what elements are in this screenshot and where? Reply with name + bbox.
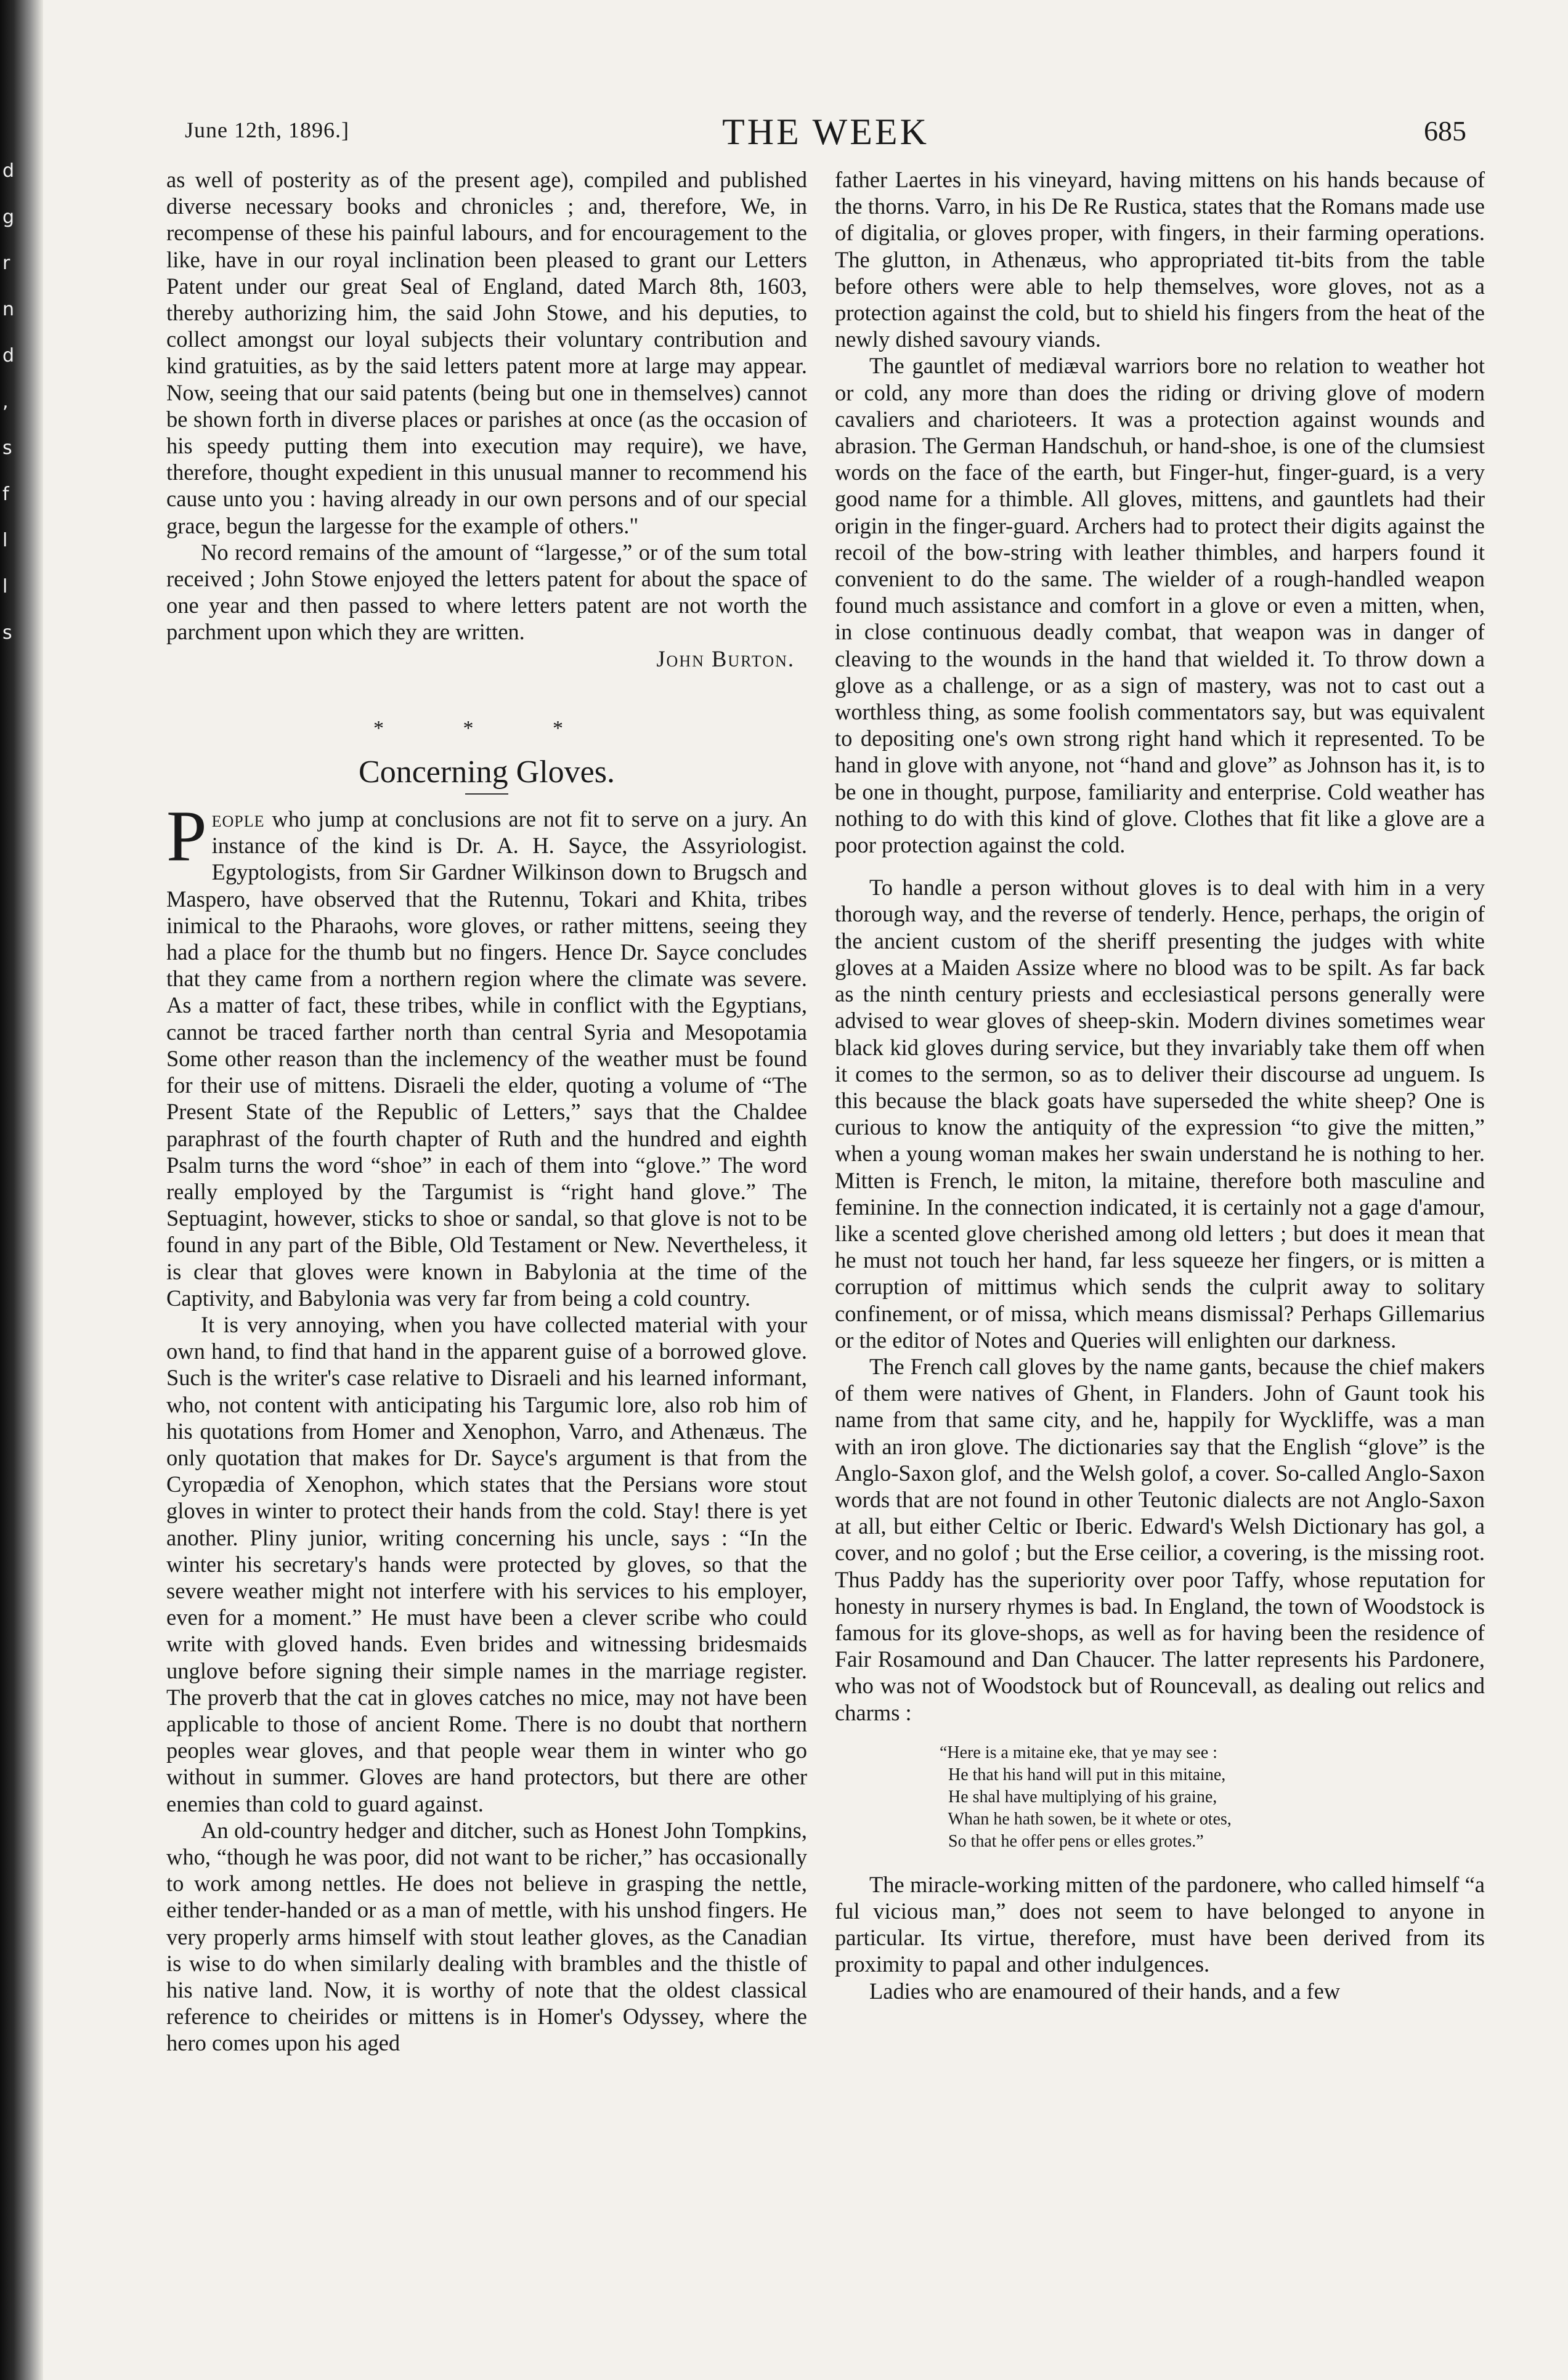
continued-letter-paragraph: as well of posterity as of the present age), compiled and published diverse necessary books and chronicles ; and, therefore, We, in recompense of these his painful labours, and for encouragement to the like, have in our royal inclination been pleased to grant our Letters Patent under our great Seal of England, dated March 8th, 1603, thereby authorizing him, the said John Stowe, and his deputies, to collect amongst our loyal subjects their voluntary contribution and kind gratuities, as by the said letters patent more at large may appear. Now, seeing that our said patents (being but one in themselves) cannot be shown forth in diverse places or parishes at once (as the occasion of his speedy putting them into execution may require), we have, therefore, thought expedient in this unusual manner to recommend his cause unto you : having already in our own persons and of our special grace, begun the largesse for the example of others." [166, 167, 807, 538]
page-number: 685 [1424, 115, 1466, 147]
publication-title: THE WEEK [722, 111, 929, 152]
verse-line: He that his hand will put in this mitaine, [940, 1765, 1226, 1784]
section-separator: * * * [373, 716, 600, 740]
binding-mark: f [2, 484, 9, 505]
binding-mark: l [2, 576, 8, 597]
article-paragraph-4: father Laertes in his vineyard, having mittens on his hands because of the thorns. Varro, in his De Re Rustica, states that the Romans made use of digitalia, or gloves proper, with fingers, in their farming operations. The glutton, in Athenæus, who appropriated tit-bits from the table before others were able to help themselves, wore gloves, not as a protection against the cold, but to shield his fingers from the heat of the newly dished savoury viands. [835, 167, 1485, 352]
binding-mark: d [2, 345, 15, 366]
binding-mark: s [2, 437, 12, 459]
binding-mark: g [2, 206, 15, 228]
binding-mark: l [2, 530, 8, 551]
article-paragraph-1 [166, 796, 807, 1311]
binding-mark: s [2, 622, 12, 644]
chaucer-verse-quote [940, 1742, 1485, 1853]
article-paragraph-2: It is very annoying, when you have collected material with your own hand, to find that hand in the apparent guise of a borrowed glove. Such is the writer's case relative to Disraeli and his learned informant, who, not content with anticipating his Targumic lore, also rob him of his quotations from Homer and Xenophon, Varro, and Athenæus. The only quotation that makes for Dr. Sayce's argument is that from the Cyropædia of Xenophon, which states that the Persians wore stout gloves in winter to protect their hands from the cold. Stay! there is yet another. Pliny junior, writing concerning his uncle, says : “In the winter his secretary's hands were protected by gloves, so that the severe weather might not interfere with his services to his employer, even for a moment.” He must have been a clever scribe who could write with gloved hands. Even brides and witnessing bridesmaids unglove before signing their simple names in the marriage register. The proverb that the cat in gloves catches no mice, may not have been applicable to those of ancient Rome. There is no doubt that northern peoples wear gloves, and that people wear them in winter who go without in summer. Gloves are hand protectors, but there are other enemies than cold to guard against. [166, 1311, 807, 1816]
left-column [166, 166, 807, 2057]
binding-mark: , [2, 391, 9, 413]
binding-mark: d [2, 160, 15, 182]
verse-line: “Here is a mitaine eke, that ye may see : [940, 1742, 1217, 1762]
right-column [835, 166, 1485, 2004]
verse-line: He shal have multiplying of his graine, [940, 1787, 1217, 1807]
binding-mark: r [2, 253, 10, 274]
binding-mark: n [2, 299, 15, 320]
drop-cap: P [166, 796, 207, 877]
author-signature: John Burton. [656, 646, 795, 671]
paragraph-1-text: who jump at conclusions are not fit to serve on a jury. An instance of the kind is Dr. A. H. Sayce, the Assyriologist. Egyptologists, from Sir Gardner Wilkinson down to Brugsch and Maspero, have observed that the Rutennu, Tokari and Khita, tribes inimical to the Pharaohs, wore gloves, or rather mittens, seeing they had a place for the thumb but no fingers. Hence Dr. Sayce concludes that they came from a northern region where the climate was severe. As a matter of fact, these tribes, while in conflict with the Egyptians, cannot be traced farther north than central Syria and Mesopotamia Some other reason than the inclemency of the weather must be found for their use of mittens. Disraeli the elder, quoting a volume of “The Present State of the Republic of Letters,” says that the Chaldee paraphrast of the fourth chapter of Ruth and the hundred and eighth Psalm turns the word “shoe” in each of them into “glove.” The word really employed by the Targumist is “right hand glove.” The Septuagint, however, sticks to shoe or sandal, so that glove is not to be found in any part of the Bible, Old Testament or New. Nevertheless, it is clear that gloves were known in Babylonia at the time of the Captivity, and Babylonia was very far from being a cold country. [166, 806, 807, 1311]
article-paragraph-5: The gauntlet of mediæval warriors bore no relation to weather hot or cold, any more than does the riding or driving glove of modern cavaliers and charioteers. It was a protection against wounds and abrasion. The German Handschuh, or hand-shoe, is one of the clumsiest words on the face of the earth, but Finger-hut, finger-guard, is a very good name for a thimble. All gloves, mittens, and gauntlets had their origin in the finger-guard. Archers had to protect their digits against the recoil of the bow-string with leather thimbles, and harpers found it convenient to do the same. The wielder of a rough-handled weapon found much assistance and comfort in a glove or even a mitten, when, in close continuous deadly combat, that weapon was in danger of cleaving to the wounds in the hand that wielded it. To throw down a glove as a challenge, or as a sign of mastery, was not to cast out a worthless thing, as some foolish commentators say, but was equivalent to depositing one's own strong right hand which it represented. To be hand in glove with anyone, not “hand and glove” as Johnson has it, is to be one in thought, purpose, familiarity and enterprise. Cold weather has nothing to do with this kind of glove. Clothes that fit like a glove are a poor protection against the cold. [835, 353, 1485, 858]
binding-margin-letters [2, 148, 15, 656]
record-paragraph: No record remains of the amount of “largesse,” or of the sum total received ; John Stowe enjoyed the letters patent for about the space of one year and then passed to where letters patent are not worth the parchment upon which they are written. [166, 539, 807, 645]
issue-date: June 12th, 1896.] [185, 118, 349, 142]
article-paragraph-8: The miracle-working mitten of the pardonere, who called himself “a ful vicious man,” does not seem to have belonged to anyone in particular. Its virtue, therefore, must have been derived from its proximity to papal and other indulgences. [835, 1871, 1485, 1977]
article-paragraph-7: The French call gloves by the name gants, because the chief makers of them were natives of Ghent, in Flanders. John of Gaunt took his name from that same city, and he, happily for Wyckliffe, was a man with an iron glove. The dictionaries say that the English “glove” is the Anglo-Saxon glof, and the Welsh golof, a cover. So-called Anglo-Saxon words that are not found in other Teutonic dialects are not Anglo-Saxon at all, but either Celtic or Iberic. Edward's Welsh Dictionary has gol, a cover, and no golof ; but the Erse ceilior, a covering, is the missing root. Thus Paddy has the superiority over poor Taffy, whose reputation for honesty in nursery rhymes is bad. In England, the town of Woodstock is famous for its glove-shops, as well as for having been the residence of Fair Rosamound and Dan Chaucer. The latter represents his Pardonere, who was not of Woodstock but of Rouncevall, as dealing out relics and charms : [835, 1353, 1485, 1725]
title-rule [465, 793, 508, 795]
verse-line: So that he offer pens or elles grotes.” [940, 1831, 1204, 1851]
article-paragraph-9: Ladies who are enamoured of their hands, and a few [869, 1978, 1341, 2004]
verse-line: Whan he hath sowen, be it whete or otes, [940, 1809, 1232, 1829]
lead-word: eople [211, 806, 265, 832]
article-title: Concerning Gloves. [359, 755, 615, 790]
article-paragraph-6: To handle a person without gloves is to deal with him in a very thorough way, and the reverse of tenderly. Hence, perhaps, the origin of the ancient custom of the sheriff presenting the judges with white gloves at a Maiden Assize where no blood was to be spilt. As far back as the ninth century priests and ecclesiastical persons generally were advised to wear gloves of sheep-skin. Modern divines sometimes wear black kid gloves during service, but they invariably take them off when it comes to the sermon, so as to deliver their discourse ad unguem. Is this because the black goats have superseded the white sheep? One is curious to know the antiquity of the expression “to give the mitten,” when a young woman makes her swain understand he is nothing to her. Mitten is French, le miton, la mitaine, therefore both masculine and feminine. In the connection indicated, it is certainly not a gage d'amour, like a scented glove cherished among old letters ; but does it mean that he must not touch her hand, far less squeeze her fingers, or is mitten a corruption of mittimus which sends the culprit away to solitary confinement, or of missa, which means dismissal? Perhaps Gillemarius or the editor of Notes and Queries will enlighten our darkness. [835, 875, 1485, 1353]
article-paragraph-3: An old-country hedger and ditcher, such as Honest John Tompkins, who, “though he was poor, did not want to be richer,” has occasionally to work among nettles. He does not believe in grasping the nettle, either tender-handed or as a man of mettle, with his unshod fingers. He very properly arms himself with stout leather gloves, as the Canadian is wise to do when similarly dealing with brambles and the thistle of his native land. Now, it is worthy of note that the oldest classical reference to cheirides or mittens is in Homer's Odyssey, where the hero comes upon his aged [166, 1817, 807, 2056]
page-header [185, 111, 1466, 160]
